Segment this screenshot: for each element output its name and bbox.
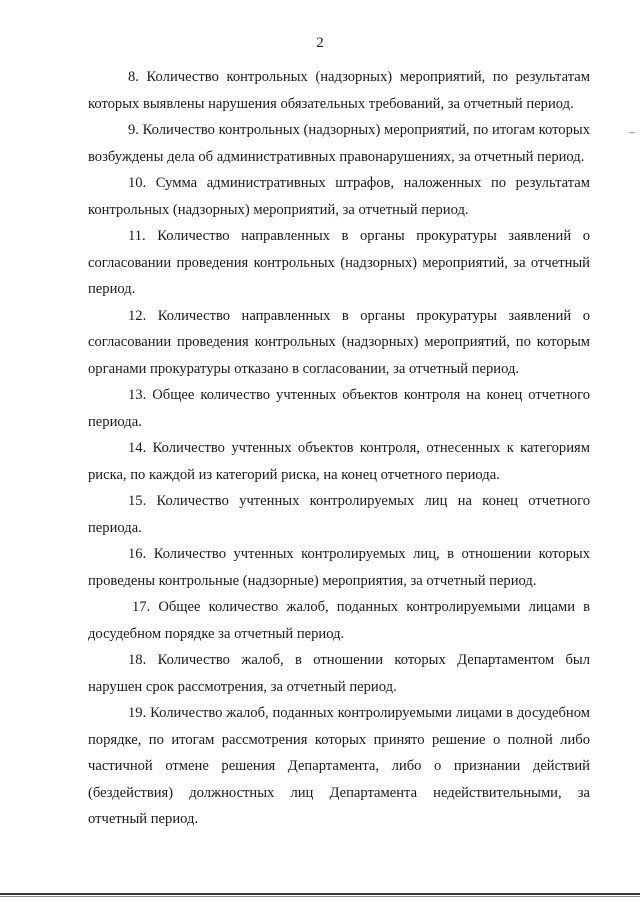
- list-item-11: 11. Количество направленных в органы прокуратуры заявлений о согласовании проведения контрольных (надзорных) мероприятий, за отчетный период.: [88, 228, 590, 297]
- list-item-8: 8. Количество контрольных (надзорных) мероприятий, по результатам которых выявлены нарушения обязательных требований, за отчетный период.: [88, 69, 590, 112]
- page-number: 2: [316, 35, 324, 51]
- list-item-9: 9. Количество контрольных (надзорных) мероприятий, по итогам которых возбуждены дела об административных правонарушениях, за отчетный период.: [88, 122, 590, 165]
- list-item-14: 14. Количество учтенных объектов контроля, отнесенных к категориям риска, по каждой из категорий риска, на конец отчетного периода.: [88, 440, 590, 483]
- list-item-15: 15. Количество учтенных контролируемых лиц на конец отчетного периода.: [88, 493, 590, 536]
- list-item-12: 12. Количество направленных в органы прокуратуры заявлений о согласовании проведения контрольных (надзорных) мероприятий, по которым органами прокуратуры отказано в согласовании, за отчетный период.: [88, 307, 590, 377]
- document-body: [88, 64, 590, 833]
- bottom-scan-edge-shadow: [0, 896, 640, 897]
- list-item-19: 19. Количество жалоб, поданных контролируемыми лицами в досудебном порядке, по итогам рассмотрения которых принято решение о полной либо частичной отмене решения Департамента, либо о признании действий (бездействия) должностных лиц Департамента недействительными, за отчетный период.: [88, 705, 590, 827]
- list-item-10: 10. Сумма административных штрафов, наложенных по результатам контрольных (надзорных) мероприятий, за отчетный период.: [88, 175, 590, 218]
- list-item-13: 13. Общее количество учтенных объектов контроля на конец отчетного периода.: [88, 387, 590, 430]
- list-item-17: 17. Общее количество жалоб, поданных контролируемыми лицами в досудебном порядке за отчетный период.: [88, 599, 590, 642]
- list-item-18: 18. Количество жалоб, в отношении которых Департаментом был нарушен срок рассмотрения, за отчетный период.: [88, 652, 590, 695]
- list-item-16: 16. Количество учтенных контролируемых лиц, в отношении которых проведены контрольные (надзорные) мероприятия, за отчетный период.: [88, 546, 590, 589]
- margin-mark: [629, 132, 635, 133]
- bottom-scan-edge: [0, 893, 640, 895]
